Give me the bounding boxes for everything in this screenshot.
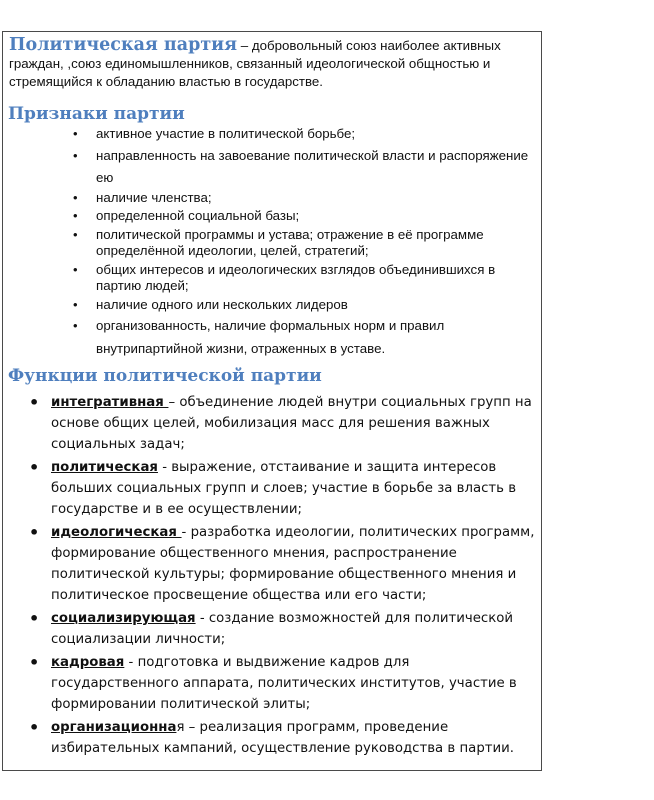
function-item: [3, 522, 543, 606]
function-term: политическая: [51, 460, 158, 475]
functions-heading: Функции политической партии: [8, 366, 322, 386]
function-text: - создание возможностей для политической социализации личности;: [51, 611, 513, 647]
function-item: [3, 392, 543, 455]
sign-item: • политической программы и устава; отражение в её программе определённой идеологии, целей, стратегий;: [3, 227, 543, 260]
function-term: интегративная: [51, 395, 169, 410]
sign-item: • определенной социальной базы;: [3, 208, 543, 225]
function-text: - подготовка и выдвижение кадров для государственного аппарата, политических институтов, участие в формировании политической элиты;: [51, 655, 517, 712]
sign-item: • наличие членства;: [3, 190, 543, 207]
functions-list: [3, 392, 543, 761]
sign-item: • общих интересов и идеологических взглядов объединившихся в партию людей;: [3, 262, 543, 295]
definition-term: Политическая партия: [9, 35, 238, 55]
sign-item: • активное участие в политической борьбе;: [3, 126, 543, 143]
signs-heading: Признаки партии: [8, 104, 185, 124]
party-definition: [9, 36, 539, 91]
sign-item: • организованность, наличие формальных норм и правил внутрипартийной жизни, отраженных в уставе.: [3, 315, 543, 360]
function-text: - выражение, отстаивание и защита интересов больших социальных групп и слоев; участие в борьбе за власть в государстве и в ее осуществлении;: [51, 460, 517, 517]
function-item: [3, 652, 543, 715]
function-text: – объединение людей внутри социальных групп на основе общих целей, мобилизация масс для решения важных социальных задач;: [51, 395, 532, 452]
function-item: [3, 608, 543, 650]
function-term: кадровая: [51, 655, 125, 670]
sign-item: • наличие одного или нескольких лидеров: [3, 297, 543, 314]
function-term: организационна: [51, 720, 177, 735]
function-term: идеологическая: [51, 525, 182, 540]
function-item: [3, 457, 543, 520]
definition-text: – добровольный союз наиболее активных граждан, ,союз единомышленников, связанный идеологической общностью и стремящийся к обладанию властью в государстве.: [9, 38, 501, 89]
function-item: [3, 717, 543, 759]
function-text: - разработка идеологии, политических программ, формирование общественного мнения, распространение политической культуры; формирование общественного мнения и политическое просвещение общества или его части;: [51, 525, 535, 603]
sign-item: • направленность на завоевание политической власти и распоряжение ею: [3, 145, 543, 190]
function-text: я – реализация программ, проведение избирательных кампаний, осуществление руководства в партии.: [51, 720, 515, 756]
signs-list: [3, 126, 543, 360]
function-term: социализирующая: [51, 611, 196, 626]
document-page: [2, 31, 542, 771]
